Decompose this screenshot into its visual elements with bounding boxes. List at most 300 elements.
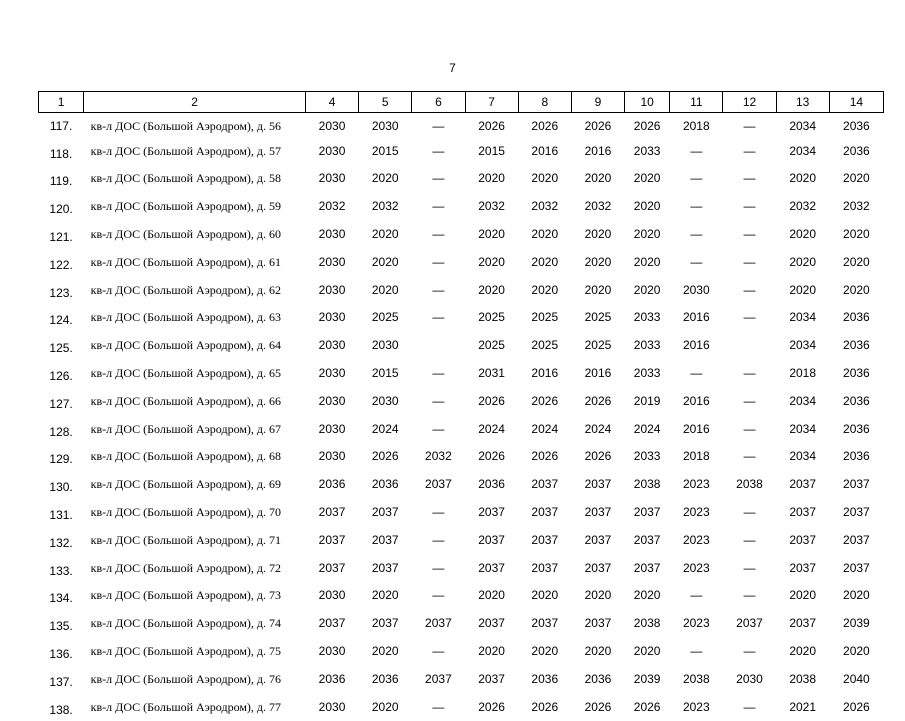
year-cell: 2023 (682, 532, 710, 547)
year-cell: 2037 (584, 616, 612, 631)
year-cell: — (432, 393, 445, 408)
year-cell: 2037 (584, 477, 612, 492)
year-cell: 2020 (584, 588, 612, 603)
year-cell: 2030 (318, 282, 346, 297)
year-cell: 2037 (478, 616, 505, 631)
year-cell: 2020 (371, 227, 399, 242)
column-header: 14 (829, 92, 883, 113)
year-cell: 2026 (584, 699, 612, 714)
column-header: 1 (39, 92, 84, 113)
table-row (39, 165, 884, 193)
year-cell: — (690, 199, 703, 214)
year-cell: 2037 (843, 477, 870, 492)
year-cell: 2037 (843, 505, 870, 520)
year-cell: 2037 (478, 671, 505, 686)
year-cell: 2036 (843, 449, 870, 464)
year-cell: 2040 (843, 671, 870, 686)
year-cell: 2036 (843, 310, 870, 325)
housing-table (38, 91, 884, 721)
year-cell: 2016 (682, 310, 710, 325)
year-cell: — (432, 310, 445, 325)
column-header: 10 (625, 92, 670, 113)
year-cell: 2036 (843, 338, 870, 353)
year-cell: 2036 (843, 393, 870, 408)
row-number-cell: 132. (49, 535, 73, 550)
table-row (39, 526, 884, 554)
year-cell: 2020 (633, 199, 661, 214)
address-cell: кв-л ДОС (Большой Аэродром), д. 74 (90, 616, 282, 631)
table-row (39, 359, 884, 387)
year-cell: 2020 (789, 171, 817, 186)
year-cell: 2037 (789, 477, 817, 492)
year-cell: — (743, 199, 756, 214)
year-cell: — (743, 118, 756, 133)
column-header: 6 (412, 92, 465, 113)
row-number-cell: 134. (49, 591, 73, 606)
address-cell: кв-л ДОС (Большой Аэродром), д. 61 (90, 254, 282, 269)
year-cell: 2032 (478, 199, 505, 214)
year-cell: 2033 (633, 143, 661, 158)
year-cell: 2032 (789, 199, 817, 214)
year-cell: 2037 (584, 505, 612, 520)
year-cell: 2037 (318, 616, 346, 631)
year-cell: 2036 (843, 421, 870, 436)
year-cell: 2016 (584, 143, 612, 158)
year-cell: 2025 (584, 310, 612, 325)
year-cell: 2020 (371, 644, 399, 659)
year-cell: 2037 (478, 505, 505, 520)
year-cell: 2016 (682, 421, 710, 436)
table-row (39, 693, 884, 721)
address-cell: кв-л ДОС (Большой Аэродром), д. 57 (90, 143, 282, 158)
table-row (39, 220, 884, 248)
table-row (39, 192, 884, 220)
year-cell: — (690, 254, 703, 269)
address-cell: кв-л ДОС (Большой Аэродром), д. 63 (90, 310, 282, 325)
row-number-cell: 136. (49, 647, 73, 662)
year-cell: — (432, 644, 445, 659)
year-cell: 2037 (633, 505, 661, 520)
year-cell: — (690, 644, 703, 659)
table-row (39, 415, 884, 443)
year-cell: 2036 (371, 671, 399, 686)
table-row (39, 387, 884, 415)
year-cell: 2026 (584, 393, 612, 408)
year-cell: 2020 (633, 588, 661, 603)
year-cell: — (432, 699, 445, 714)
year-cell: 2016 (531, 143, 559, 158)
address-cell: кв-л ДОС (Большой Аэродром), д. 77 (90, 699, 282, 714)
year-cell: 2030 (318, 254, 346, 269)
year-cell: 2037 (531, 616, 559, 631)
row-number-cell: 119. (49, 174, 73, 189)
year-cell: — (690, 366, 703, 381)
year-cell: 2023 (682, 616, 710, 631)
address-cell: кв-л ДОС (Большой Аэродром), д. 75 (90, 644, 282, 659)
year-cell: — (432, 505, 445, 520)
year-cell: 2036 (318, 671, 346, 686)
address-cell: кв-л ДОС (Большой Аэродром), д. 66 (90, 393, 282, 408)
year-cell (723, 331, 776, 359)
year-cell: 2026 (584, 449, 612, 464)
year-cell: 2037 (531, 532, 559, 547)
year-cell: 2037 (843, 532, 870, 547)
row-number-cell: 135. (49, 619, 73, 634)
year-cell: 2020 (531, 171, 559, 186)
address-cell: кв-л ДОС (Большой Аэродром), д. 70 (90, 505, 282, 520)
year-cell: 2032 (425, 449, 452, 464)
year-cell: — (743, 143, 756, 158)
year-cell: — (743, 449, 756, 464)
page-number: 7 (449, 61, 456, 75)
column-header: 11 (670, 92, 723, 113)
year-cell: 2016 (682, 393, 710, 408)
year-cell: — (743, 560, 756, 575)
year-cell: 2037 (736, 616, 763, 631)
year-cell (412, 331, 465, 359)
year-cell: 2036 (531, 671, 559, 686)
year-cell: 2036 (843, 118, 870, 133)
year-cell: — (690, 227, 703, 242)
year-cell: — (743, 171, 756, 186)
year-cell: 2037 (478, 560, 505, 575)
column-header: 12 (723, 92, 776, 113)
year-cell: 2030 (736, 671, 763, 686)
year-cell: 2020 (531, 588, 559, 603)
year-cell: 2037 (789, 532, 817, 547)
year-cell: 2031 (478, 366, 505, 381)
year-cell: — (432, 560, 445, 575)
year-cell: 2019 (633, 393, 661, 408)
year-cell: 2034 (789, 310, 817, 325)
year-cell: — (432, 199, 445, 214)
row-number-cell: 126. (49, 369, 73, 384)
year-cell: 2030 (318, 588, 346, 603)
year-cell: 2020 (371, 699, 399, 714)
year-cell: 2030 (318, 227, 346, 242)
row-number-cell: 129. (49, 452, 73, 467)
year-cell: 2024 (531, 421, 559, 436)
year-cell: 2032 (318, 199, 346, 214)
year-cell: 2030 (318, 366, 346, 381)
table-row (39, 276, 884, 304)
year-cell: 2030 (371, 393, 399, 408)
year-cell: 2026 (531, 118, 559, 133)
address-cell: кв-л ДОС (Большой Аэродром), д. 71 (90, 532, 282, 547)
table-row (39, 470, 884, 498)
year-cell: 2037 (318, 560, 346, 575)
year-cell: — (743, 282, 756, 297)
year-cell: 2020 (478, 171, 505, 186)
year-cell: 2036 (318, 477, 346, 492)
year-cell: 2034 (789, 338, 817, 353)
year-cell: 2033 (633, 338, 661, 353)
year-cell: 2036 (843, 143, 870, 158)
year-cell: — (432, 588, 445, 603)
year-cell: 2038 (633, 616, 661, 631)
year-cell: 2030 (318, 338, 346, 353)
year-cell: 2026 (531, 699, 559, 714)
year-cell: — (743, 421, 756, 436)
year-cell: — (690, 171, 703, 186)
row-number-cell: 138. (49, 702, 73, 717)
year-cell: 2039 (843, 616, 870, 631)
year-cell: 2030 (318, 171, 346, 186)
row-number-cell: 137. (49, 674, 73, 689)
year-cell: 2026 (478, 118, 505, 133)
year-cell: 2020 (371, 282, 399, 297)
column-header: 9 (571, 92, 624, 113)
year-cell: 2018 (682, 118, 710, 133)
header-row (39, 92, 884, 113)
year-cell: 2034 (789, 143, 817, 158)
column-header: 8 (518, 92, 571, 113)
address-cell: кв-л ДОС (Большой Аэродром), д. 72 (90, 560, 282, 575)
year-cell: 2024 (478, 421, 505, 436)
year-cell: 2030 (318, 699, 346, 714)
year-cell: 2036 (371, 477, 399, 492)
year-cell: 2026 (371, 449, 399, 464)
address-cell: кв-л ДОС (Большой Аэродром), д. 58 (90, 171, 282, 186)
year-cell: 2020 (633, 282, 661, 297)
year-cell: 2026 (584, 118, 612, 133)
year-cell: 2015 (478, 143, 505, 158)
year-cell: 2020 (584, 227, 612, 242)
table-row (39, 304, 884, 332)
year-cell: 2039 (633, 671, 661, 686)
row-number-cell: 125. (49, 341, 73, 356)
year-cell: 2020 (478, 644, 505, 659)
year-cell: 2020 (584, 282, 612, 297)
table-row (39, 665, 884, 693)
year-cell: 2020 (478, 227, 505, 242)
year-cell: 2030 (318, 393, 346, 408)
year-cell: 2020 (478, 282, 505, 297)
year-cell: 2020 (789, 282, 817, 297)
column-header: 7 (465, 92, 518, 113)
year-cell: 2025 (478, 310, 505, 325)
year-cell: 2034 (789, 118, 817, 133)
year-cell: — (743, 532, 756, 547)
year-cell: 2037 (584, 532, 612, 547)
year-cell: 2026 (531, 393, 559, 408)
table-row (39, 443, 884, 471)
year-cell: 2038 (736, 477, 763, 492)
row-number-cell: 130. (49, 480, 73, 495)
year-cell: 2020 (371, 588, 399, 603)
address-cell: кв-л ДОС (Большой Аэродром), д. 56 (90, 118, 282, 133)
row-number-cell: 120. (49, 202, 73, 217)
year-cell: 2020 (843, 644, 870, 659)
row-number-cell: 118. (49, 146, 73, 161)
row-number-cell: 122. (49, 257, 73, 272)
address-cell: кв-л ДОС (Большой Аэродром), д. 59 (90, 199, 282, 214)
year-cell: 2021 (789, 699, 817, 714)
year-cell: — (432, 421, 445, 436)
year-cell: 2037 (425, 616, 452, 631)
year-cell: 2032 (371, 199, 399, 214)
year-cell: 2023 (682, 560, 710, 575)
year-cell: 2037 (371, 560, 399, 575)
year-cell: — (743, 644, 756, 659)
year-cell: 2020 (843, 254, 870, 269)
address-cell: кв-л ДОС (Большой Аэродром), д. 65 (90, 366, 282, 381)
year-cell: 2020 (633, 254, 661, 269)
year-cell: 2030 (318, 644, 346, 659)
year-cell: 2032 (584, 199, 612, 214)
year-cell: 2026 (478, 393, 505, 408)
year-cell: 2020 (789, 644, 817, 659)
year-cell: 2037 (531, 560, 559, 575)
year-cell: 2026 (633, 699, 661, 714)
year-cell: 2030 (682, 282, 710, 297)
year-cell: 2020 (371, 254, 399, 269)
year-cell: — (432, 227, 445, 242)
year-cell: 2020 (531, 254, 559, 269)
year-cell: 2037 (318, 532, 346, 547)
year-cell: 2037 (371, 616, 399, 631)
year-cell: 2020 (531, 227, 559, 242)
table-row (39, 248, 884, 276)
row-number-cell: 117. (49, 118, 73, 133)
year-cell: 2018 (789, 366, 817, 381)
year-cell: — (432, 118, 445, 133)
table-row (39, 498, 884, 526)
year-cell: 2034 (789, 393, 817, 408)
year-cell: 2020 (584, 254, 612, 269)
column-header: 4 (305, 92, 358, 113)
table-row (39, 137, 884, 165)
year-cell: 2037 (843, 560, 870, 575)
year-cell: 2024 (584, 421, 612, 436)
year-cell: 2020 (478, 254, 505, 269)
year-cell: 2024 (633, 421, 661, 436)
year-cell: 2025 (531, 338, 559, 353)
year-cell: 2037 (318, 505, 346, 520)
year-cell: 2030 (318, 143, 346, 158)
row-number-cell: 124. (49, 313, 73, 328)
year-cell: — (432, 532, 445, 547)
year-cell: 2016 (682, 338, 710, 353)
year-cell: 2026 (843, 699, 870, 714)
table-row (39, 637, 884, 665)
year-cell: 2026 (531, 449, 559, 464)
year-cell: 2015 (371, 143, 399, 158)
year-cell: 2020 (843, 282, 870, 297)
year-cell: 2023 (682, 477, 710, 492)
column-header: 13 (776, 92, 829, 113)
year-cell: — (743, 254, 756, 269)
year-cell: — (432, 171, 445, 186)
year-cell: 2020 (633, 644, 661, 659)
year-cell: 2037 (371, 532, 399, 547)
year-cell: — (432, 366, 445, 381)
year-cell: 2038 (633, 477, 661, 492)
year-cell: — (743, 505, 756, 520)
year-cell: 2037 (531, 477, 559, 492)
year-cell: 2036 (478, 477, 505, 492)
table-row (39, 113, 884, 137)
table-row (39, 609, 884, 637)
address-cell: кв-л ДОС (Большой Аэродром), д. 69 (90, 477, 282, 492)
address-cell: кв-л ДОС (Большой Аэродром), д. 73 (90, 588, 282, 603)
year-cell: 2020 (531, 282, 559, 297)
year-cell: 2038 (682, 671, 710, 686)
year-cell: 2034 (789, 449, 817, 464)
year-cell: 2020 (584, 644, 612, 659)
year-cell: 2025 (371, 310, 399, 325)
year-cell: 2037 (531, 505, 559, 520)
year-cell: 2030 (371, 118, 399, 133)
year-cell: 2026 (633, 118, 661, 133)
year-cell: 2020 (843, 588, 870, 603)
year-cell: 2020 (531, 644, 559, 659)
year-cell: 2037 (789, 505, 817, 520)
year-cell: 2037 (425, 477, 452, 492)
year-cell: 2030 (318, 449, 346, 464)
table-body (39, 113, 884, 721)
year-cell: 2030 (371, 338, 399, 353)
year-cell: — (432, 143, 445, 158)
year-cell: 2015 (371, 366, 399, 381)
year-cell: 2033 (633, 366, 661, 381)
year-cell: — (432, 282, 445, 297)
year-cell: — (743, 227, 756, 242)
year-cell: — (743, 699, 756, 714)
year-cell: 2026 (478, 699, 505, 714)
year-cell: 2037 (425, 671, 452, 686)
year-cell: 2025 (478, 338, 505, 353)
year-cell: 2033 (633, 449, 661, 464)
year-cell: 2036 (843, 366, 870, 381)
year-cell: 2037 (789, 560, 817, 575)
column-header: 2 (84, 92, 306, 113)
year-cell: — (743, 366, 756, 381)
year-cell: 2020 (843, 227, 870, 242)
year-cell: 2025 (584, 338, 612, 353)
row-number-cell: 127. (49, 396, 73, 411)
year-cell: 2037 (478, 532, 505, 547)
year-cell: 2024 (371, 421, 399, 436)
address-cell: кв-л ДОС (Большой Аэродром), д. 60 (90, 227, 282, 242)
year-cell: 2016 (531, 366, 559, 381)
year-cell: 2023 (682, 505, 710, 520)
year-cell: 2032 (843, 199, 870, 214)
row-number-cell: 121. (49, 230, 73, 245)
year-cell: 2026 (478, 449, 505, 464)
address-cell: кв-л ДОС (Большой Аэродром), д. 64 (90, 338, 282, 353)
row-number-cell: 133. (49, 563, 73, 578)
year-cell: 2030 (318, 421, 346, 436)
column-header: 5 (359, 92, 412, 113)
table-row (39, 331, 884, 359)
year-cell: 2020 (789, 588, 817, 603)
year-cell: 2020 (478, 588, 505, 603)
table-row (39, 582, 884, 610)
year-cell: — (743, 393, 756, 408)
row-number-cell: 123. (49, 285, 73, 300)
year-cell: — (690, 588, 703, 603)
year-cell: 2030 (318, 118, 346, 133)
year-cell: 2020 (843, 171, 870, 186)
year-cell: 2020 (633, 227, 661, 242)
year-cell: 2020 (371, 171, 399, 186)
table-row (39, 554, 884, 582)
year-cell: 2018 (682, 449, 710, 464)
year-cell: — (743, 310, 756, 325)
year-cell: 2020 (584, 171, 612, 186)
year-cell: 2025 (531, 310, 559, 325)
